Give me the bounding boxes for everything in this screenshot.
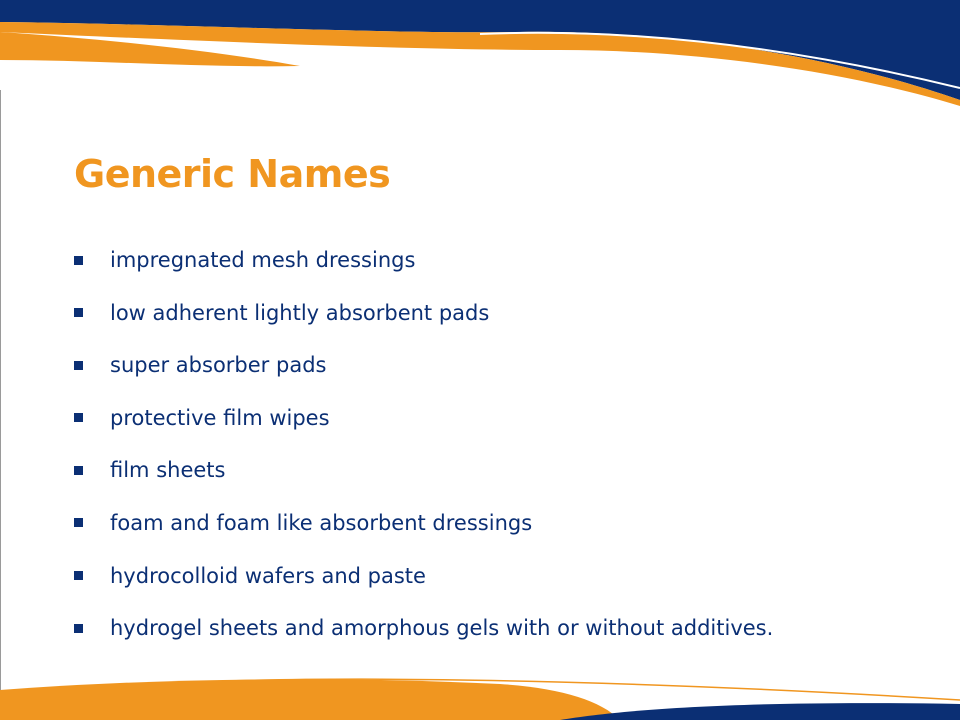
bullet-square-icon (74, 466, 83, 475)
list-item (74, 556, 773, 596)
bullet-square-icon (74, 518, 83, 527)
list-item-text: foam and foam like absorbent dressings (110, 510, 533, 535)
list-item-text: super absorber pads (110, 353, 327, 378)
header-wave-banner (0, 0, 960, 110)
slide-left-border (0, 90, 1, 690)
footer-wave-banner (0, 660, 960, 720)
bullet-list (74, 240, 773, 661)
bullet-square-icon (74, 413, 83, 422)
footer-navy-wave (560, 703, 960, 720)
list-item-text: film sheets (110, 458, 226, 483)
bullet-square-icon (74, 361, 83, 370)
list-item-text: impregnated mesh dressings (110, 248, 416, 272)
list-item (74, 450, 773, 490)
bullet-square-icon (74, 256, 83, 265)
list-item-text: hydrocolloid wafers and paste (110, 563, 426, 588)
bullet-square-icon (74, 571, 83, 580)
list-item (74, 398, 773, 438)
bullet-square-icon (74, 624, 83, 633)
list-item-text: low adherent lightly absorbent pads (110, 300, 490, 325)
list-item-text: protective film wipes (110, 405, 330, 430)
list-item (74, 345, 773, 385)
list-item (74, 503, 773, 543)
bullet-square-icon (74, 308, 83, 317)
list-item (74, 240, 773, 280)
list-item (74, 293, 773, 333)
slide-title: Generic Names (74, 152, 391, 196)
list-item-text: hydrogel sheets and amorphous gels with or without additives. (110, 616, 774, 641)
footer-orange-wave (0, 679, 620, 720)
list-item (74, 608, 773, 648)
